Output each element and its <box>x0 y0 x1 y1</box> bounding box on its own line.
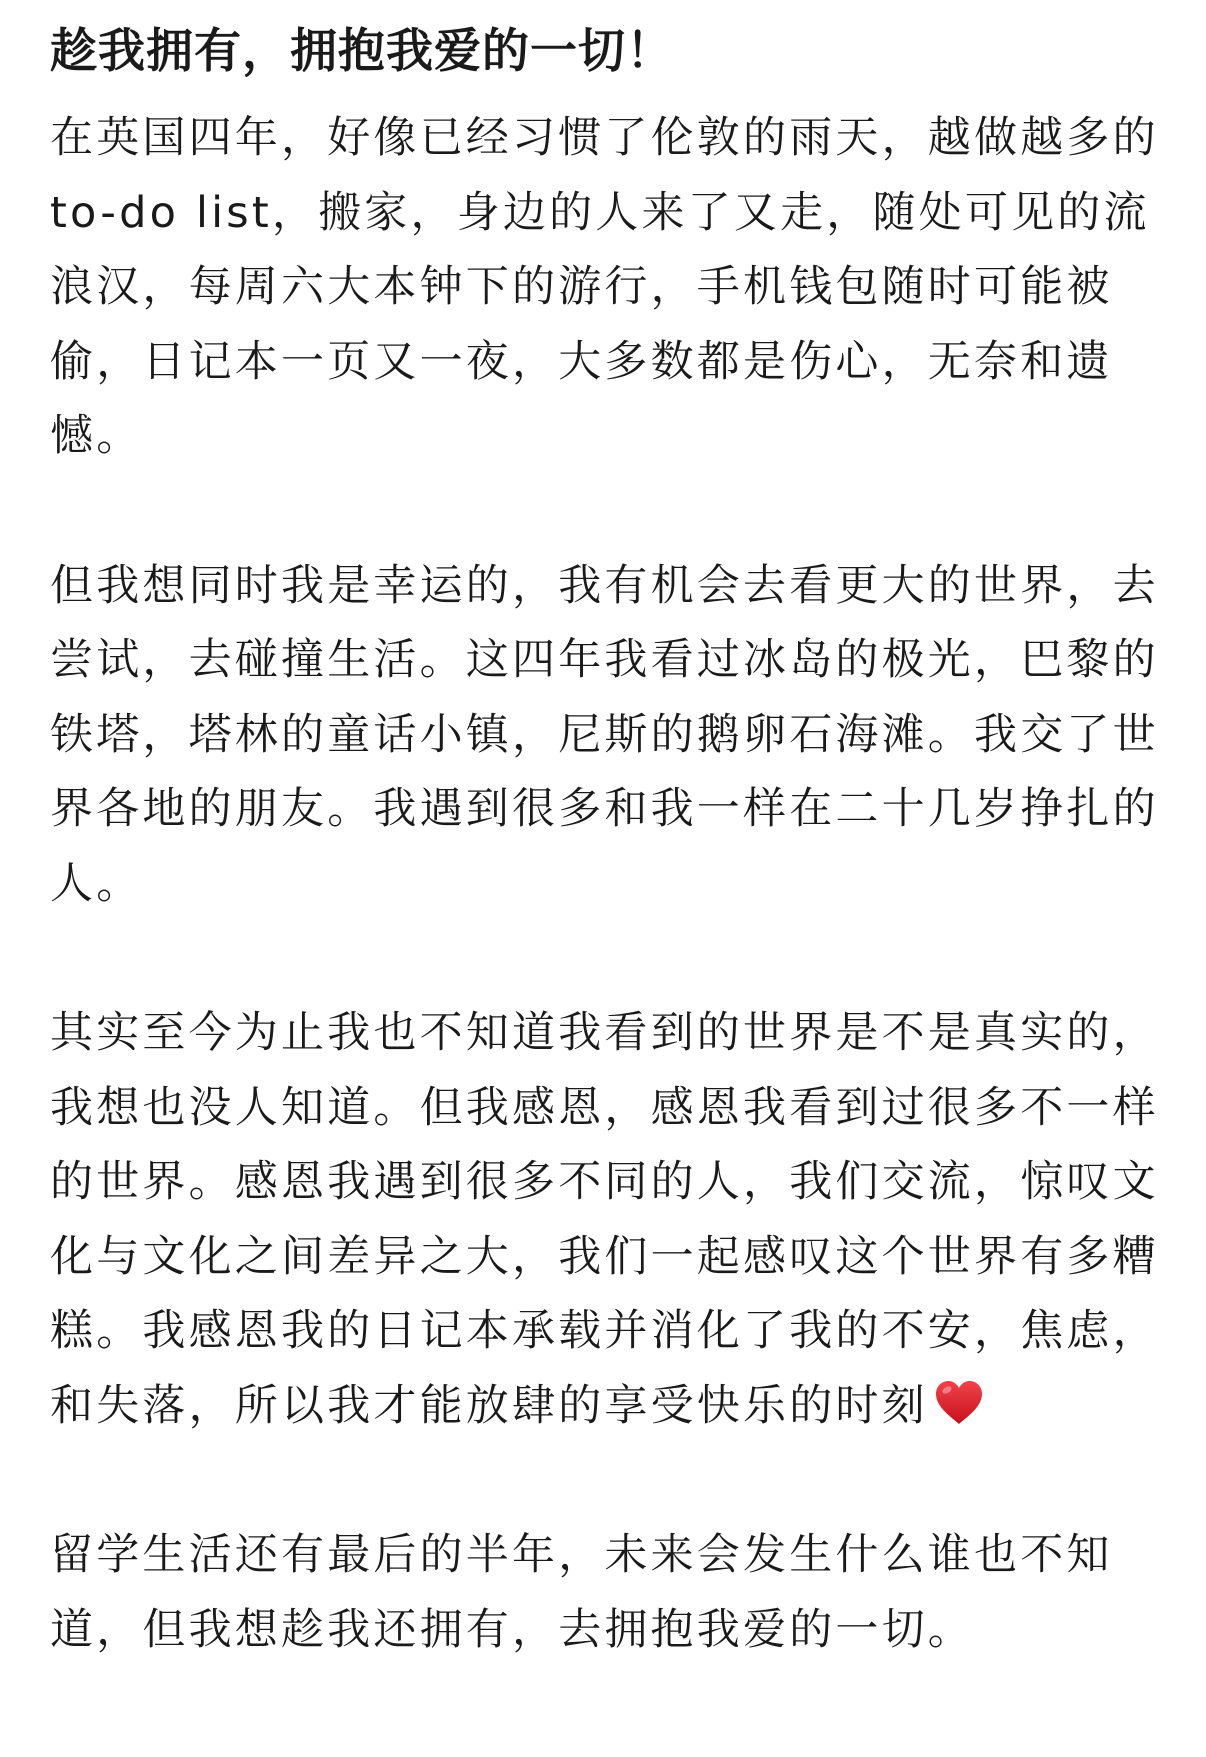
post-body <box>50 101 1160 1667</box>
paragraph-1: 在英国四年，好像已经习惯了伦敦的雨天，越做越多的to-do list，搬家，身边的人来了又走，随处可见的流浪汉，每周六大本钟下的游行，手机钱包随时可能被偷，日记本一页又一夜，大多数都是伤心，无奈和遗憾。 <box>50 113 1159 461</box>
paragraph-3-text: 其实至今为止我也不知道我看到的世界是不是真实的，我想也没人知道。但我感恩，感恩我看到过很多不一样的世界。感恩我遇到很多不同的人，我们交流，惊叹文化与文化之间差异之大，我们一起感叹这个世界有多糟糕。我感恩我的日记本承载并消化了我的不安，焦虑，和失落，所以我才能放肆的享受快乐的时刻 <box>50 1008 1159 1431</box>
paragraph-4: 留学生活还有最后的半年，未来会发生什么谁也不知道，但我想趁我还拥有，去拥抱我爱的一切。 <box>50 1530 1113 1655</box>
post-content <box>50 0 1160 1757</box>
paragraph-2: 但我想同时我是幸运的，我有机会去看更大的世界，去尝试，去碰撞生活。这四年我看过冰岛的极光，巴黎的铁塔，塔林的童话小镇，尼斯的鹅卵石海滩。我交了世界各地的朋友。我遇到很多和我一样在二十几岁挣扎的人。 <box>50 560 1159 909</box>
heart-icon <box>932 1376 986 1430</box>
post-title: 趁我拥有，拥抱我爱的一切！ <box>50 24 674 79</box>
paragraph-3 <box>50 996 1160 1443</box>
